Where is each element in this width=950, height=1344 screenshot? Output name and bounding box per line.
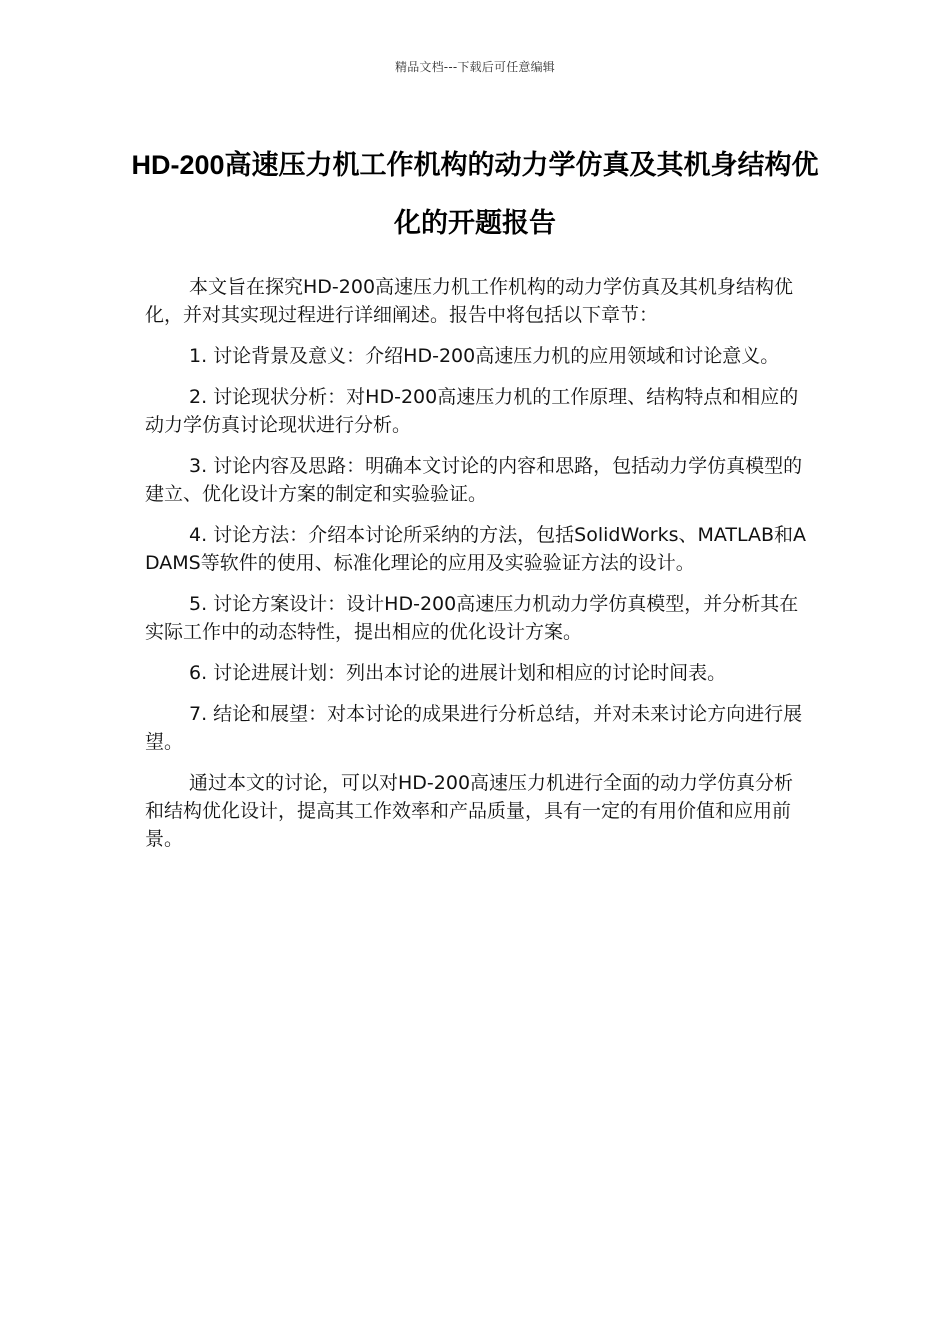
section-1-paragraph: 1. 讨论背景及意义：介绍HD-200高速压力机的应用领域和讨论意义。 (189, 345, 780, 367)
document-title: HD-200高速压力机工作机构的动力学仿真及其机身结构优化的开题报告 (131, 150, 819, 238)
section-3-paragraph: 3. 讨论内容及思路：明确本文讨论的内容和思路，包括动力学仿真模型的建立、优化设计方案的制定和实验验证。 (145, 455, 803, 505)
section-7-paragraph: 7. 结论和展望：对本讨论的成果进行分析总结，并对未来讨论方向进行展望。 (145, 703, 803, 753)
section-2-paragraph: 2. 讨论现状分析：对HD-200高速压力机的工作原理、结构特点和相应的动力学仿真讨论现状进行分析。 (145, 386, 799, 436)
intro-paragraph: 本文旨在探究HD-200高速压力机工作机构的动力学仿真及其机身结构优化，并对其实现过程进行详细阐述。报告中将包括以下章节： (145, 276, 794, 326)
document-body (145, 273, 807, 866)
section-6-paragraph: 6. 讨论进展计划：列出本讨论的进展计划和相应的讨论时间表。 (189, 662, 727, 684)
header-note: 精品文档---下载后可任意编辑 (395, 60, 555, 74)
section-5-paragraph: 5. 讨论方案设计：设计HD-200高速压力机动力学仿真模型，并分析其在实际工作中的动态特性，提出相应的优化设计方案。 (145, 593, 799, 643)
section-4-paragraph: 4. 讨论方法：介绍本讨论所采纳的方法，包括SolidWorks、MATLAB和ADAMS等软件的使用、标准化理论的应用及实验验证方法的设计。 (145, 524, 807, 574)
conclusion-paragraph: 通过本文的讨论，可以对HD-200高速压力机进行全面的动力学仿真分析和结构优化设计，提高其工作效率和产品质量，具有一定的有用价值和应用前景。 (145, 772, 794, 850)
